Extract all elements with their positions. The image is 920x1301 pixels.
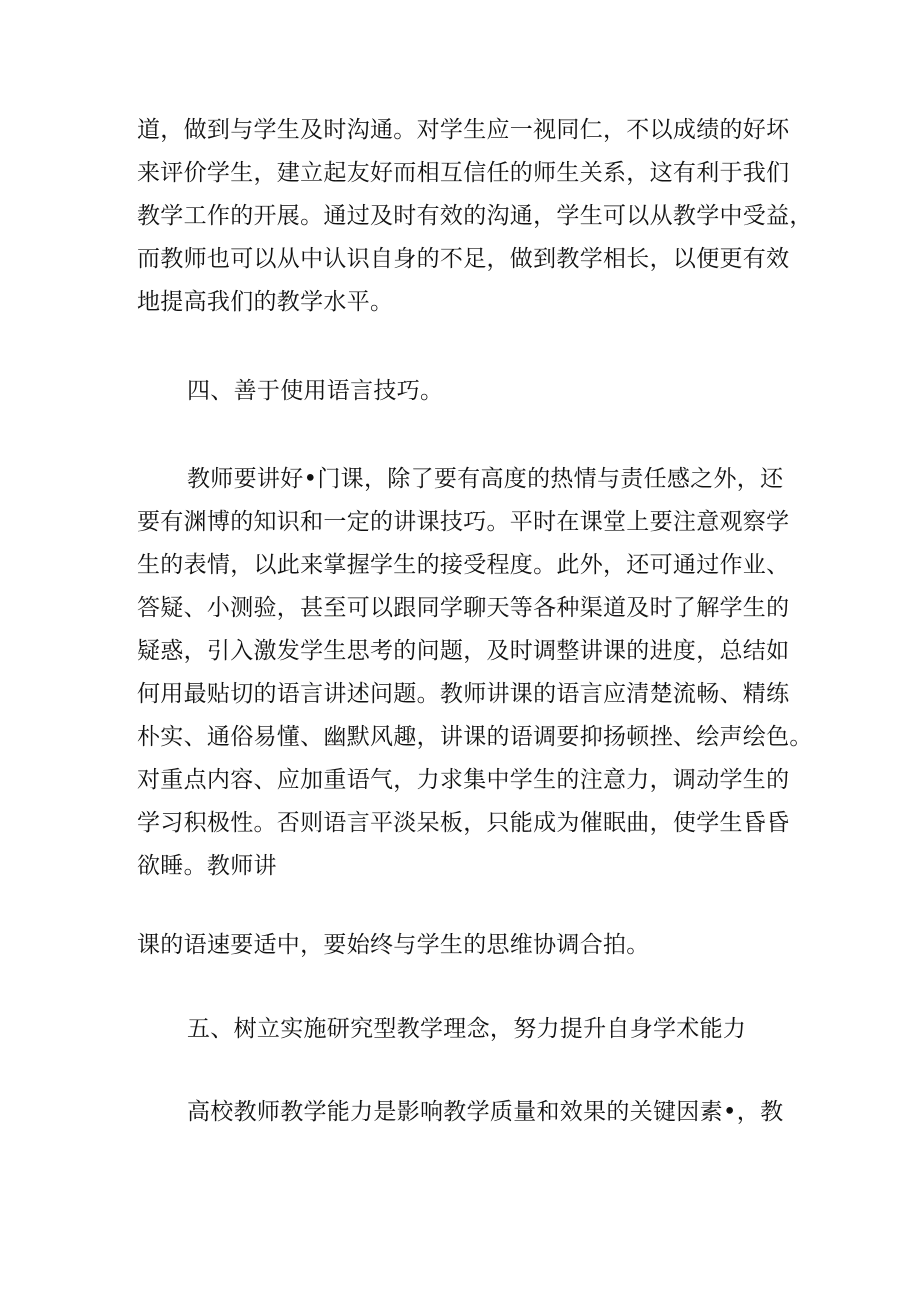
- paragraph-2-line-8: 对重点内容、应加重语气，力求集中学生的注意力，调动学生的: [137, 767, 790, 793]
- paragraph-2-line-4: 答疑、小测验，甚至可以跟同学聊天等各种渠道及时了解学生的: [137, 595, 790, 621]
- paragraph-1-line-3: 教学工作的开展。通过及时有效的沟通，学生可以从教学中受益，: [137, 203, 813, 229]
- paragraph-2-line-5: 疑惑，引入激发学生思考的问题，及时调整讲课的进度，总结如: [137, 638, 790, 664]
- paragraph-1-line-2: 来评价学生，建立起友好而相互信任的师生关系，这有利于我们: [137, 160, 790, 186]
- paragraph-2-line-3: 生的表情，以此来掌握学生的接受程度。此外，还可通过作业、: [137, 552, 790, 578]
- paragraph-2-line-6: 何用最贴切的语言讲述问题。教师讲课的语言应清楚流畅、精练: [137, 681, 790, 707]
- paragraph-2-line-10: 欲睡。教师讲: [137, 853, 277, 879]
- paragraph-4-line-1: 高校教师教学能力是影响教学质量和效果的关键因素•，教: [187, 1099, 784, 1125]
- paragraph-1-line-1: 道，做到与学生及时沟通。对学生应一视同仁，不以成绩的好坏: [137, 117, 790, 143]
- paragraph-3: 课的语速要适中，要始终与学生的思维协调合拍。: [137, 932, 650, 958]
- paragraph-1-line-5: 地提高我们的教学水平。: [137, 289, 394, 315]
- section-heading-4: 四、善于使用语言技巧。: [187, 378, 444, 404]
- paragraph-2-line-7: 朴实、通俗易懂、幽默风趣，讲课的语调要抑扬顿挫、绘声绘色。: [137, 724, 813, 750]
- paragraph-1-line-4: 而教师也可以从中认识自身的不足，做到教学相长，以便更有效: [137, 246, 790, 272]
- paragraph-2-line-2: 要有渊博的知识和一定的讲课技巧。平时在课堂上要注意观察学: [137, 509, 790, 535]
- section-heading-5: 五、树立实施研究型教学理念，努力提升自身学术能力: [187, 1016, 747, 1042]
- paragraph-2-line-9: 学习积极性。否则语言平淡呆板，只能成为催眠曲，使学生昏昏: [137, 810, 790, 836]
- paragraph-2-line-1: 教师要讲好•门课，除了要有高度的热情与责任感之外，还: [187, 466, 784, 492]
